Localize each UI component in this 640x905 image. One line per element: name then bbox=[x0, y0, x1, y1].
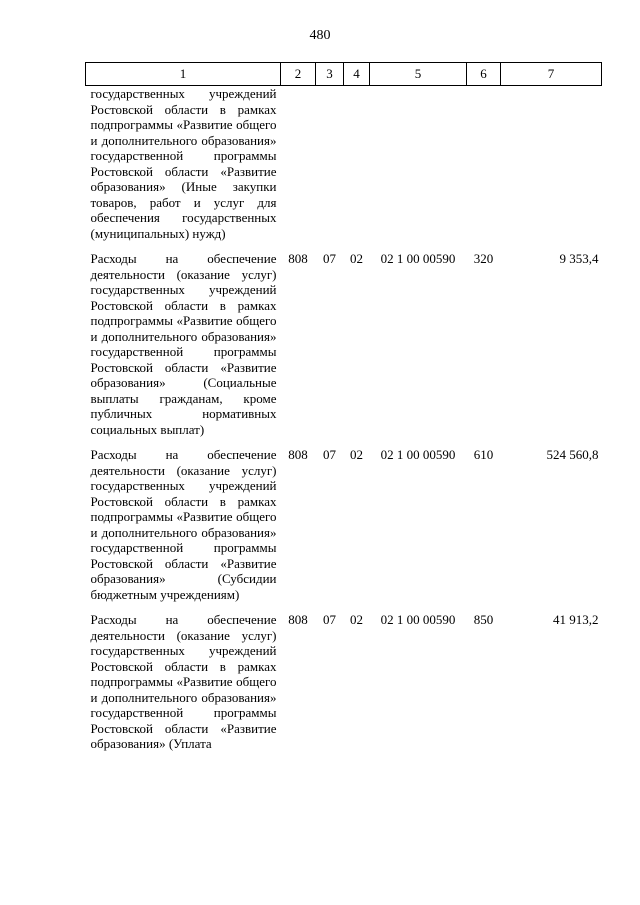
row-col-2: 808 bbox=[288, 251, 308, 266]
row-col-3: 07 bbox=[323, 447, 336, 462]
row-col-5: 02 1 00 00590 bbox=[380, 251, 456, 266]
row-col-3: 07 bbox=[323, 612, 336, 627]
row-col-4: 02 bbox=[350, 612, 363, 627]
row-col-7: 9 353,4 bbox=[559, 251, 599, 266]
row-description: Расходы на обеспечение деятельности (оказание услуг) государственных учреждений Ростовской области в рамках подпрограммы «Развитие общего и дополнительного образования» государственной программы Ростовской области «Развитие образования» (Субсидии бюджетным учреждениям) bbox=[90, 447, 277, 602]
row-description: Расходы на обеспечение деятельности (оказание услуг) государственных учреждений Ростовской области в рамках подпрограммы «Развитие общего и дополнительного образования» государственной программы Ростовской области «Развитие образования» (Уплата bbox=[90, 612, 277, 751]
table-row bbox=[86, 437, 602, 602]
row-description: Расходы на обеспечение деятельности (оказание услуг) государственных учреждений Ростовской области в рамках подпрограммы «Развитие общего и дополнительного образования» государственной программы Ростовской области «Развитие образования» (Социальные выплаты гражданам, кроме публичных нормативных социальных выплат) bbox=[90, 251, 277, 437]
row-col-6: 320 bbox=[473, 251, 494, 266]
row-col-4: 02 bbox=[350, 447, 363, 462]
budget-table bbox=[85, 62, 602, 752]
row-col-6: 850 bbox=[473, 612, 494, 627]
row-col-2: 808 bbox=[288, 447, 308, 462]
page-number: 480 bbox=[309, 28, 331, 43]
row-col-4: 02 bbox=[350, 251, 363, 266]
column-header-5: 5 bbox=[370, 63, 467, 86]
row-col-7: 524 560,8 bbox=[546, 447, 599, 462]
column-header-6: 6 bbox=[467, 63, 501, 86]
table-row-continuation bbox=[86, 86, 602, 242]
row-col-3: 07 bbox=[323, 251, 336, 266]
table-row bbox=[86, 241, 602, 437]
row-col-6: 610 bbox=[473, 447, 494, 462]
row-col-7: 41 913,2 bbox=[553, 612, 599, 627]
column-header-2: 2 bbox=[281, 63, 316, 86]
column-header-3: 3 bbox=[316, 63, 344, 86]
column-header-1: 1 bbox=[86, 63, 281, 86]
table-row bbox=[86, 602, 602, 752]
row-col-2: 808 bbox=[288, 612, 308, 627]
column-header-7: 7 bbox=[501, 63, 602, 86]
row-col-5: 02 1 00 00590 bbox=[380, 447, 456, 462]
row-col-5: 02 1 00 00590 bbox=[380, 612, 456, 627]
table-header-row bbox=[86, 63, 602, 86]
column-header-4: 4 bbox=[344, 63, 370, 86]
row-description: государственных учреждений Ростовской области в рамках подпрограммы «Развитие общего и дополнительного образования» государственной программы Ростовской области «Развитие образования» (Иные закупки товаров, работ и услуг для обеспечения государственных (муниципальных) нужд) bbox=[90, 86, 277, 241]
